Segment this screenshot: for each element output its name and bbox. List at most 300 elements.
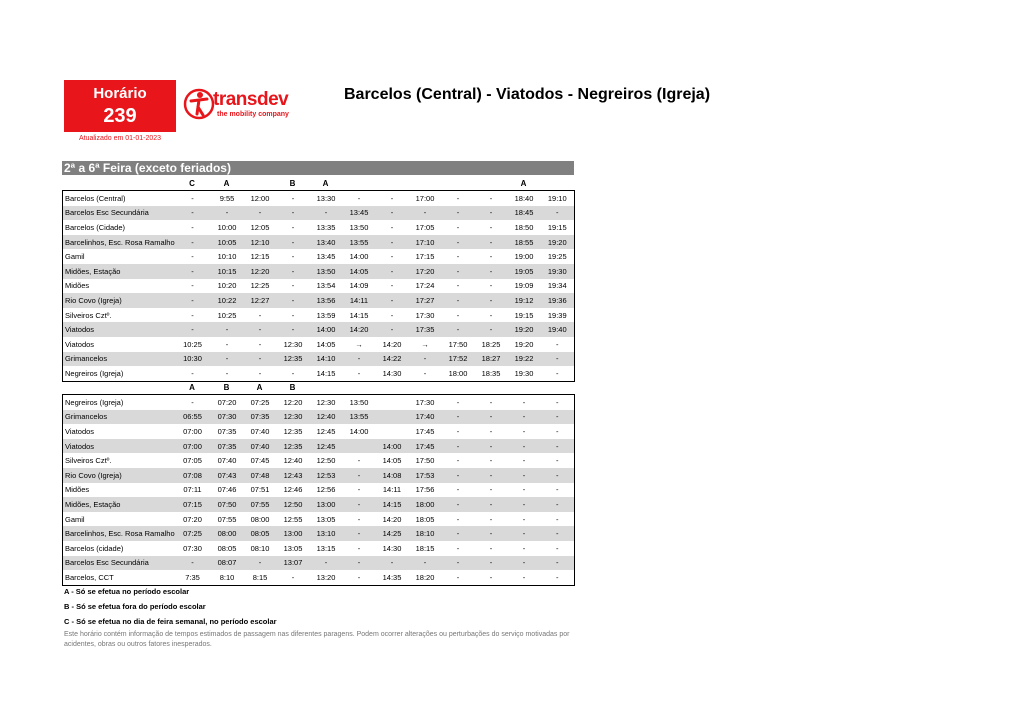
departure-time: 13:05 <box>283 543 303 553</box>
departure-time: 17:00 <box>415 193 435 203</box>
departure-time: 14:00 <box>376 439 409 454</box>
departure-time: 13:55 <box>343 235 376 250</box>
departure-time: - <box>489 193 493 203</box>
departure-time: 12:27 <box>244 293 277 308</box>
departure-time: 10:25 <box>183 339 202 349</box>
stop-name: Barcelinhos, Esc. Rosa Ramalho <box>63 235 175 250</box>
departure-time: 07:55 <box>217 514 237 524</box>
departure-time: 10:00 <box>217 222 237 232</box>
departure-time: - <box>291 281 295 291</box>
column-note-label <box>309 380 342 394</box>
departure-time: - <box>291 572 295 582</box>
departure-time: 10:05 <box>211 235 244 250</box>
departure-time: - <box>409 352 442 367</box>
departure-time: 06:55 <box>175 410 211 425</box>
departure-time: - <box>456 310 460 320</box>
departure-time: - <box>175 322 211 337</box>
departure-time: - <box>522 572 526 582</box>
departure-time: 18:05 <box>415 514 435 524</box>
departure-time: - <box>291 252 295 262</box>
departure-time: - <box>175 235 211 250</box>
departure-time: 12:45 <box>316 426 336 436</box>
column-note-label: A <box>520 178 527 188</box>
departure-time: 17:20 <box>409 264 442 279</box>
column-note-label <box>375 176 408 190</box>
departure-time: 19:10 <box>547 193 567 203</box>
departure-time: 18:40 <box>514 193 534 203</box>
departure-time: 19:30 <box>514 368 534 378</box>
departure-time: - <box>556 339 559 349</box>
column-note-label <box>474 176 507 190</box>
departure-time: 19:12 <box>508 293 541 308</box>
departure-time: - <box>489 572 493 582</box>
departure-time: - <box>175 264 211 279</box>
note-c: C - Só se efetua no dia de feira semanal, no período escolar <box>64 617 277 626</box>
departure-time: - <box>357 368 361 378</box>
departure-time: - <box>357 514 361 524</box>
departure-time: 08:05 <box>217 543 237 553</box>
stop-name: Barcelos Esc Secundária <box>63 556 175 571</box>
departure-time: - <box>191 368 194 378</box>
stop-name: Grimancelos <box>63 410 175 425</box>
departure-time: 12:55 <box>283 514 303 524</box>
departure-time: 07:11 <box>183 485 202 495</box>
departure-time: 14:00 <box>349 426 369 436</box>
logo-tagline: the mobility company <box>217 111 289 118</box>
departure-time: - <box>390 252 394 262</box>
departure-time: - <box>244 556 277 571</box>
departure-time: - <box>390 310 394 320</box>
column-note-label <box>342 380 375 394</box>
stop-name: Rio Covo (Igreja) <box>63 293 175 308</box>
departure-time: 07:50 <box>211 497 244 512</box>
departure-time: 14:20 <box>343 322 376 337</box>
table-row <box>63 293 575 308</box>
departure-time: - <box>211 206 244 221</box>
departure-time: 14:25 <box>376 526 409 541</box>
departure-time: 12:35 <box>277 352 310 367</box>
departure-time: 8:15 <box>252 572 268 582</box>
column-note-label <box>62 380 174 394</box>
departure-time: - <box>175 556 211 571</box>
departure-time: - <box>522 426 526 436</box>
departure-time: - <box>475 468 508 483</box>
column-note-label <box>507 380 540 394</box>
table-row <box>63 337 575 352</box>
departure-time: - <box>191 397 194 407</box>
departure-time: 12:35 <box>283 426 303 436</box>
departure-time: - <box>376 293 409 308</box>
column-note-label <box>441 380 474 394</box>
departure-time: - <box>175 293 211 308</box>
departure-time: - <box>343 468 376 483</box>
departure-time: - <box>456 252 460 262</box>
departure-time: - <box>376 235 409 250</box>
departure-time: 17:10 <box>409 235 442 250</box>
departure-time: 17:30 <box>415 397 435 407</box>
departure-time: - <box>357 572 361 582</box>
departure-time: 18:45 <box>508 206 541 221</box>
departure-time: - <box>244 206 277 221</box>
departure-time: 13:45 <box>316 252 336 262</box>
departure-time: 13:54 <box>316 281 336 291</box>
departure-time: - <box>357 543 361 553</box>
departure-time: - <box>556 456 559 466</box>
departure-time: 18:35 <box>481 368 501 378</box>
table-row <box>63 556 575 571</box>
route-title: Barcelos (Central) - Viatodos - Negreiros (Igreja) <box>344 86 711 103</box>
departure-time: - <box>475 439 508 454</box>
column-note-label <box>375 380 408 394</box>
departure-time: 10:25 <box>217 310 237 320</box>
table-row <box>63 264 575 279</box>
transdev-person-icon <box>183 88 215 120</box>
table-row <box>63 206 575 221</box>
departure-time: - <box>310 556 343 571</box>
departure-time: - <box>277 293 310 308</box>
column-note-label <box>474 380 507 394</box>
column-note-label: C <box>189 178 195 188</box>
table-row <box>63 235 575 250</box>
departure-time: - <box>175 206 211 221</box>
departure-time: 14:15 <box>376 497 409 512</box>
departure-time: 12:30 <box>316 397 336 407</box>
stop-name: Midões <box>65 281 90 291</box>
departure-time: 07:40 <box>244 439 277 454</box>
departure-time: - <box>475 497 508 512</box>
departure-time: 13:15 <box>316 543 336 553</box>
table-row <box>63 453 575 468</box>
departure-time: 18:00 <box>448 368 468 378</box>
departure-time: 19:15 <box>514 310 534 320</box>
stop-name: Midões, Estação <box>63 497 175 512</box>
departure-time: 12:43 <box>277 468 310 483</box>
departure-time: 12:30 <box>283 339 303 349</box>
departure-time: - <box>442 439 475 454</box>
stop-name: Viatodos <box>63 322 175 337</box>
departure-time: 07:55 <box>244 497 277 512</box>
logo-word: transdev <box>213 89 289 110</box>
departure-time: - <box>508 468 541 483</box>
departure-time: 19:39 <box>547 310 567 320</box>
departure-time: 12:46 <box>283 485 303 495</box>
stop-name: Silveiros Cztº. <box>65 310 112 320</box>
departure-time: 19:36 <box>541 293 575 308</box>
departure-time: - <box>541 352 575 367</box>
departure-time: - <box>541 526 575 541</box>
column-note-label: B <box>289 382 296 392</box>
table-row <box>63 308 575 323</box>
updated-date: Atualizado em 01-01-2023 <box>78 135 162 142</box>
departure-time: - <box>291 310 295 320</box>
departure-time: - <box>475 235 508 250</box>
departure-time: - <box>423 368 427 378</box>
departure-time: - <box>390 193 394 203</box>
departure-time: → <box>355 339 363 349</box>
departure-time: 13:20 <box>316 572 336 582</box>
column-note-label <box>540 380 574 394</box>
departure-time: 19:40 <box>541 322 575 337</box>
departure-time: - <box>442 410 475 425</box>
departure-time: 12:20 <box>244 264 277 279</box>
departure-time: - <box>556 426 559 436</box>
departure-time: - <box>541 468 575 483</box>
table-row <box>63 526 575 541</box>
stop-name: Barcelos (cidade) <box>65 543 124 553</box>
inbound-timetable <box>62 394 575 586</box>
column-note-label <box>62 176 174 190</box>
stop-name: Midões, Estação <box>63 264 175 279</box>
inbound-header-row <box>62 380 574 394</box>
departure-time: 18:00 <box>409 497 442 512</box>
departure-time: - <box>456 222 460 232</box>
outbound-header-row <box>62 176 574 190</box>
stop-name: Negreiros (Igreja) <box>65 397 124 407</box>
departure-time: - <box>291 368 295 378</box>
departure-time: - <box>541 497 575 512</box>
departure-time: 12:53 <box>310 468 343 483</box>
departure-time: - <box>357 485 361 495</box>
departure-time: - <box>376 206 409 221</box>
departure-time: 7:35 <box>185 572 200 582</box>
departure-time: - <box>343 497 376 512</box>
table-row <box>63 366 575 381</box>
table-row <box>63 410 575 425</box>
stop-name: Gamil <box>65 514 85 524</box>
departure-time: 08:07 <box>211 556 244 571</box>
stop-name: Grimancelos <box>63 352 175 367</box>
departure-time: 19:00 <box>514 252 534 262</box>
column-note-label: A <box>189 382 195 392</box>
stop-name: Negreiros (Igreja) <box>65 368 124 378</box>
departure-time: - <box>211 352 244 367</box>
column-note-label <box>243 176 276 190</box>
departure-time: - <box>277 206 310 221</box>
departure-time: 17:15 <box>415 252 435 262</box>
departure-time: - <box>442 322 475 337</box>
departure-time: - <box>456 572 460 582</box>
column-headers <box>62 176 574 190</box>
table-row <box>63 249 575 264</box>
departure-time: 12:35 <box>277 439 310 454</box>
table-row <box>63 439 575 454</box>
departure-time: 17:05 <box>415 222 435 232</box>
departure-time: - <box>489 310 493 320</box>
departure-time: - <box>522 485 526 495</box>
departure-time: 19:09 <box>514 281 534 291</box>
departure-time: 18:10 <box>409 526 442 541</box>
departure-time: 07:40 <box>250 426 270 436</box>
departure-time: - <box>277 235 310 250</box>
departure-time: 14:30 <box>382 543 402 553</box>
departure-time: - <box>258 339 262 349</box>
departure-time <box>376 424 409 439</box>
departure-time: - <box>541 410 575 425</box>
departure-time: 14:08 <box>376 468 409 483</box>
section-title: 2ª a 6ª Feira (exceto feriados) <box>62 161 574 175</box>
departure-time: 18:25 <box>481 339 501 349</box>
departure-time: - <box>556 368 559 378</box>
departure-time: 17:45 <box>409 439 442 454</box>
departure-time: - <box>489 281 493 291</box>
departure-time: - <box>191 252 194 262</box>
departure-time: - <box>556 397 559 407</box>
departure-time <box>343 439 376 454</box>
departure-time: 12:50 <box>277 497 310 512</box>
stop-name: Rio Covo (Igreja) <box>63 468 175 483</box>
departure-time: 17:27 <box>409 293 442 308</box>
departure-time: 18:20 <box>415 572 435 582</box>
departure-time: - <box>390 222 394 232</box>
stop-name: Viatodos <box>65 426 95 436</box>
departure-time: 07:46 <box>217 485 237 495</box>
departure-time: 13:56 <box>310 293 343 308</box>
departure-time: 07:51 <box>250 485 270 495</box>
table-row <box>63 191 575 206</box>
departure-time: 17:56 <box>415 485 435 495</box>
departure-time: 13:50 <box>310 264 343 279</box>
departure-time: 18:50 <box>514 222 534 232</box>
departure-time: 07:48 <box>244 468 277 483</box>
departure-time: 14:00 <box>310 322 343 337</box>
column-note-label: B <box>223 382 230 392</box>
departure-time: - <box>291 222 295 232</box>
departure-time: 08:00 <box>250 514 270 524</box>
column-note-label: A <box>256 382 263 392</box>
departure-time: 12:50 <box>316 456 336 466</box>
stop-name: Silveiros Cztº. <box>65 456 112 466</box>
departure-time: 14:30 <box>382 368 402 378</box>
table-row <box>63 424 575 439</box>
route-badge <box>64 80 176 132</box>
departure-time: - <box>522 456 526 466</box>
departure-time: - <box>291 193 295 203</box>
departure-time: - <box>357 193 361 203</box>
departure-time: 13:55 <box>343 410 376 425</box>
departure-time: 07:35 <box>211 439 244 454</box>
departure-time: - <box>456 281 460 291</box>
stop-name: Viatodos <box>63 439 175 454</box>
departure-time: 14:11 <box>382 485 402 495</box>
departure-time: 14:11 <box>343 293 376 308</box>
departure-time: - <box>277 264 310 279</box>
departure-time: - <box>390 281 394 291</box>
departure-time: 17:50 <box>415 456 435 466</box>
departure-time: 12:30 <box>277 410 310 425</box>
departure-time: 12:56 <box>316 485 336 495</box>
departure-time: - <box>456 543 460 553</box>
departure-time: - <box>456 397 460 407</box>
departure-time: 07:00 <box>183 426 202 436</box>
departure-time: 19:22 <box>508 352 541 367</box>
departure-time: - <box>456 456 460 466</box>
departure-time: 13:05 <box>316 514 336 524</box>
departure-time: 07:05 <box>183 456 202 466</box>
departure-time: - <box>508 556 541 571</box>
departure-time: - <box>489 485 493 495</box>
departure-time: - <box>541 556 575 571</box>
column-note-label <box>408 380 441 394</box>
departure-time: - <box>489 252 493 262</box>
departure-time: 12:20 <box>283 397 303 407</box>
departure-time: - <box>489 543 493 553</box>
departure-time: - <box>556 543 559 553</box>
table-row <box>63 395 575 410</box>
note-a: A - Só se efetua no período escolar <box>64 587 190 596</box>
departure-time: - <box>376 322 409 337</box>
departure-time: - <box>522 543 526 553</box>
departure-time: 17:53 <box>409 468 442 483</box>
departure-time: - <box>489 222 493 232</box>
departure-time: 13:35 <box>316 222 336 232</box>
departure-time: 10:15 <box>211 264 244 279</box>
table-row <box>63 468 575 483</box>
departure-time: - <box>508 526 541 541</box>
departure-time: - <box>357 456 361 466</box>
departure-time: 07:20 <box>183 514 202 524</box>
table-row <box>63 352 575 367</box>
departure-time: - <box>489 397 493 407</box>
departure-time: - <box>343 352 376 367</box>
departure-time: → <box>421 339 429 349</box>
departure-time: - <box>225 339 229 349</box>
departure-time: 13:00 <box>277 526 310 541</box>
departure-time: - <box>258 368 262 378</box>
column-note-label: A <box>322 178 329 188</box>
badge-title: Horário <box>93 85 147 102</box>
departure-time: 18:27 <box>475 352 508 367</box>
departure-time: 14:00 <box>349 252 369 262</box>
departure-time: 9:55 <box>219 193 235 203</box>
departure-time: - <box>191 222 194 232</box>
departure-time: 19:34 <box>547 281 567 291</box>
departure-time: - <box>191 281 194 291</box>
departure-time: 07:35 <box>217 426 237 436</box>
departure-time: 13:00 <box>310 497 343 512</box>
departure-time: - <box>556 485 559 495</box>
departure-time: - <box>343 526 376 541</box>
departure-time: 13:30 <box>316 193 336 203</box>
departure-time: 17:50 <box>448 339 468 349</box>
departure-time: - <box>456 426 460 436</box>
stop-name: Barcelos, CCT <box>65 572 114 582</box>
note-b: B - Só se efetua fora do período escolar <box>64 602 206 611</box>
departure-time: 14:09 <box>349 281 369 291</box>
table-row <box>63 279 575 294</box>
departure-time: 17:52 <box>442 352 475 367</box>
departure-time: 10:30 <box>175 352 211 367</box>
departure-time: - <box>541 206 575 221</box>
departure-time: - <box>376 556 409 571</box>
departure-time: - <box>225 368 229 378</box>
departure-time: 07:30 <box>211 410 244 425</box>
departure-time: - <box>489 456 493 466</box>
departure-time: 12:40 <box>310 410 343 425</box>
departure-time: - <box>556 572 559 582</box>
departure-time: 14:05 <box>382 456 402 466</box>
departure-time: - <box>310 206 343 221</box>
departure-time: 07:25 <box>175 526 211 541</box>
stop-name: Barcelos Esc Secundária <box>63 206 175 221</box>
departure-time: 07:43 <box>211 468 244 483</box>
departure-time: - <box>191 310 194 320</box>
departure-time: - <box>442 497 475 512</box>
departure-time: 07:00 <box>175 439 211 454</box>
departure-time: 07:45 <box>250 456 270 466</box>
departure-time: 07:30 <box>183 543 202 553</box>
departure-time: 12:00 <box>250 193 270 203</box>
departure-time: - <box>244 352 277 367</box>
